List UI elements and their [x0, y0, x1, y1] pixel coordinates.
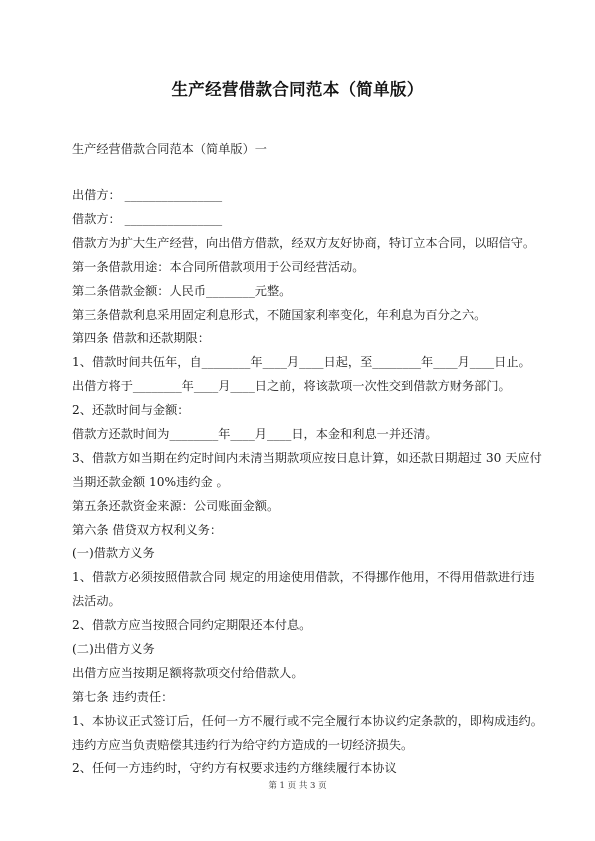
lender-duties-heading: (二)出借方义务	[72, 642, 155, 656]
preamble-line: 借款方为扩大生产经营，向出借方借款，经双方友好协商，特订立本合同，以昭信守。	[72, 236, 536, 250]
borrower-duties-heading: (一)借款方义务	[72, 546, 155, 560]
clause-3-line: 第三条借款利息采用固定利息形式，不随国家利率变化，年利息为百分之六。	[72, 308, 487, 322]
clause-4-item-1-cont: 出借方将于________年____月____日之前，将该款项一次性交到借款方财务部门。	[72, 379, 511, 393]
clause-2-line: 第二条借款金额：人民币________元整。	[72, 284, 292, 298]
borrower-duty-1: 1、借款方必须按照借款合同 规定的用途使用借款，不得挪作他用，不得用借款进行违	[72, 570, 535, 584]
clause-5-line: 第五条还款资金来源：公司账面金额。	[72, 499, 280, 513]
borrower-line: 借款方： ________________	[72, 212, 223, 226]
lender-duty-1: 出借方应当按期足额将款项交付给借款人。	[72, 666, 304, 680]
clause-4-item-3-cont: 当期还款金额 10%违约金 。	[72, 475, 229, 489]
clause-7-item-2: 2、任何一方违约时，守约方有权要求违约方继续履行本协议	[72, 761, 397, 775]
clause-1-line: 第一条借款用途：本合同所借款项用于公司经营活动。	[72, 260, 365, 274]
document-title: 生产经营借款合同范本（简单版）	[171, 80, 424, 99]
clause-4-item-2-cont: 借款方还款时间为________年____月____日，本金和利息一并还清。	[72, 427, 438, 441]
borrower-duty-2: 2、借款方应当按照合同约定期限还本付息。	[72, 618, 312, 632]
clause-6-heading: 第六条 借贷双方权利义务：	[72, 523, 223, 537]
page-number-footer: 第 1 页 共 3 页	[268, 781, 327, 791]
lender-line: 出借方： ________________	[72, 188, 223, 202]
clause-7-item-1: 1、本协议正式签订后，任何一方不履行或不完全履行本协议约定条款的，即构成违约。	[72, 714, 543, 728]
borrower-duty-1-cont: 法活动。	[72, 594, 121, 608]
subtitle-line: 生产经营借款合同范本（简单版）一	[72, 142, 267, 156]
clause-4-item-2: 2、还款时间与金额：	[72, 403, 190, 417]
clause-4-item-1: 1、借款时间共伍年，自________年____月____日起，至________年____月____日止。	[72, 355, 531, 369]
clause-7-heading: 第七条 违约责任：	[72, 690, 174, 704]
clause-4-heading: 第四条 借款和还款期限：	[72, 331, 210, 345]
clause-7-item-1-cont: 违约方应当负责赔偿其违约行为给守约方造成的一切经济损失。	[72, 738, 414, 752]
clause-4-item-3: 3、借款方如当期在约定时间内未清当期款项应按日息计算，如还款日期超过 30 天应付	[72, 451, 542, 465]
